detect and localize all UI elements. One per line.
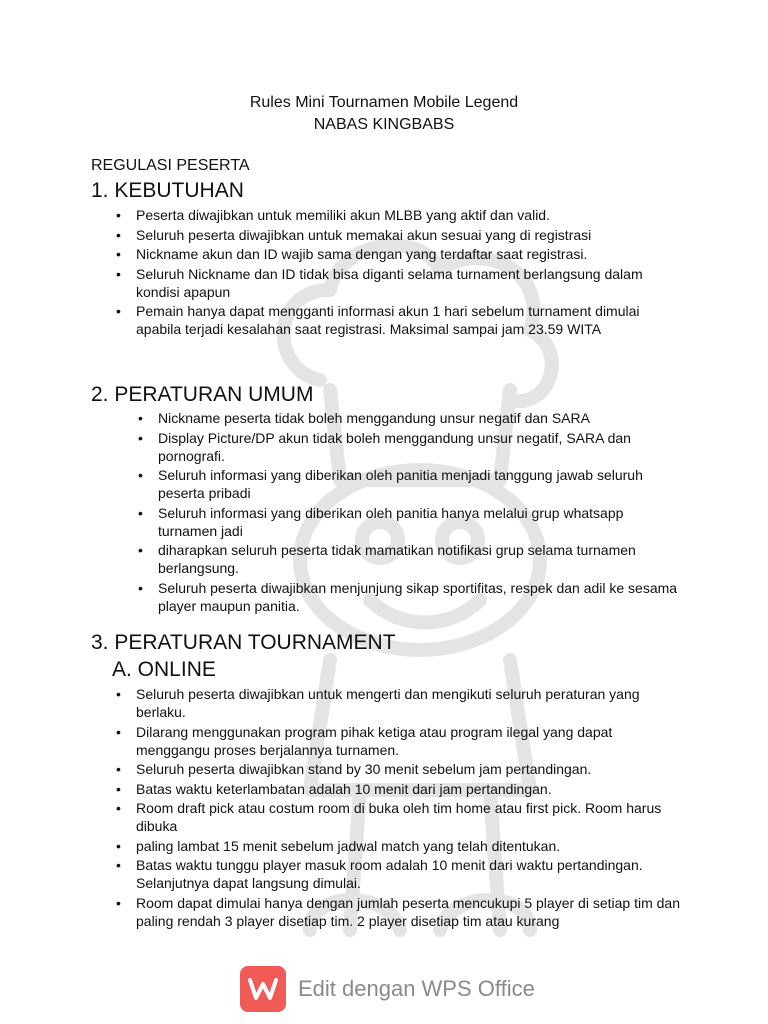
list-item: • Batas waktu keterlambatan adalah 10 menit dari jam pertandingan. [114, 780, 684, 798]
section-heading-tournament: 3. PERATURAN TOURNAMENT [91, 631, 396, 654]
list-item: • Peserta diwajibkan untuk memiliki akun MLBB yang aktif dan valid. [114, 206, 654, 224]
wps-edit-label[interactable]: Edit dengan WPS Office [298, 976, 535, 1001]
list-item: • Seluruh peserta diwajibkan stand by 30 menit sebelum jam pertandingan. [114, 760, 684, 778]
document-subtitle: NABAS KINGBABS [313, 116, 455, 133]
document-title: Rules Mini Tournamen Mobile Legend [249, 94, 519, 111]
list-item: • Seluruh informasi yang diberikan oleh panitia menjadi tanggung jawab seluruh peserta pribadi [136, 466, 681, 502]
list-item: • Seluruh Nickname dan ID tidak bisa diganti selama turnament berlangsung dalam kondisi apapun [114, 265, 654, 301]
list-tournament-online [114, 685, 684, 931]
list-item: • Display Picture/DP akun tidak boleh menggandung unsur negatif, SARA dan pornografi. [136, 429, 681, 465]
list-item: • Seluruh peserta diwajibkan untuk memakai akun sesuai yang di registrasi [114, 226, 654, 244]
list-item: • paling lambat 15 menit sebelum jadwal match yang telah ditentukan. [114, 837, 684, 855]
section-heading-kebutuhan: 1. KEBUTUHAN [91, 179, 244, 202]
list-item: • Room dapat dimulai hanya dengan jumlah peserta mencukupi 5 player di setiap tim dan paling rendah 3 player disetiap tim. 2 player disetiap tim atau kurang [114, 894, 684, 930]
list-item: • Seluruh peserta diwajibkan menjunjung sikap sportifitas, respek dan adil ke sesama player maupun panitia. [136, 579, 681, 615]
list-item: • Dilarang menggunakan program pihak ketiga atau program ilegal yang dapat menggangu proses berjalannya turnamen. [114, 723, 684, 759]
section-heading-umum: 2. PERATURAN UMUM [91, 383, 314, 406]
wps-logo-icon [240, 966, 286, 1012]
list-item: • Room draft pick atau costum room di buka oleh tim home atau first pick. Room harus dibuka [114, 799, 684, 835]
list-item: • Seluruh peserta diwajibkan untuk mengerti dan mengikuti seluruh peraturan yang berlaku. [114, 685, 684, 721]
list-item: • Nickname akun dan ID wajib sama dengan yang terdaftar saat registrasi. [114, 245, 654, 263]
list-umum [136, 409, 681, 616]
list-item: • Pemain hanya dapat mengganti informasi akun 1 hari sebelum turnament dimulai apabila terjadi kesalahan saat registrasi. Maksimal sampai jam 23.59 WITA [114, 302, 654, 338]
regulation-label: REGULASI PESERTA [91, 157, 250, 174]
list-item: • diharapkan seluruh peserta tidak mamatikan notifikasi grup selama turnamen berlangsung. [136, 541, 681, 577]
subsection-heading-online: A. ONLINE [112, 658, 216, 681]
list-item: • Seluruh informasi yang diberikan oleh panitia hanya melalui grup whatsapp turnamen jadi [136, 504, 681, 540]
list-item: • Nickname peserta tidak boleh menggandung unsur negatif dan SARA [136, 409, 681, 427]
wps-edit-banner[interactable] [240, 964, 535, 1014]
list-item: • Batas waktu tunggu player masuk room adalah 10 menit dari waktu pertandingan. Selanjutnya dapat langsung dimulai. [114, 856, 684, 892]
list-kebutuhan [114, 206, 654, 340]
